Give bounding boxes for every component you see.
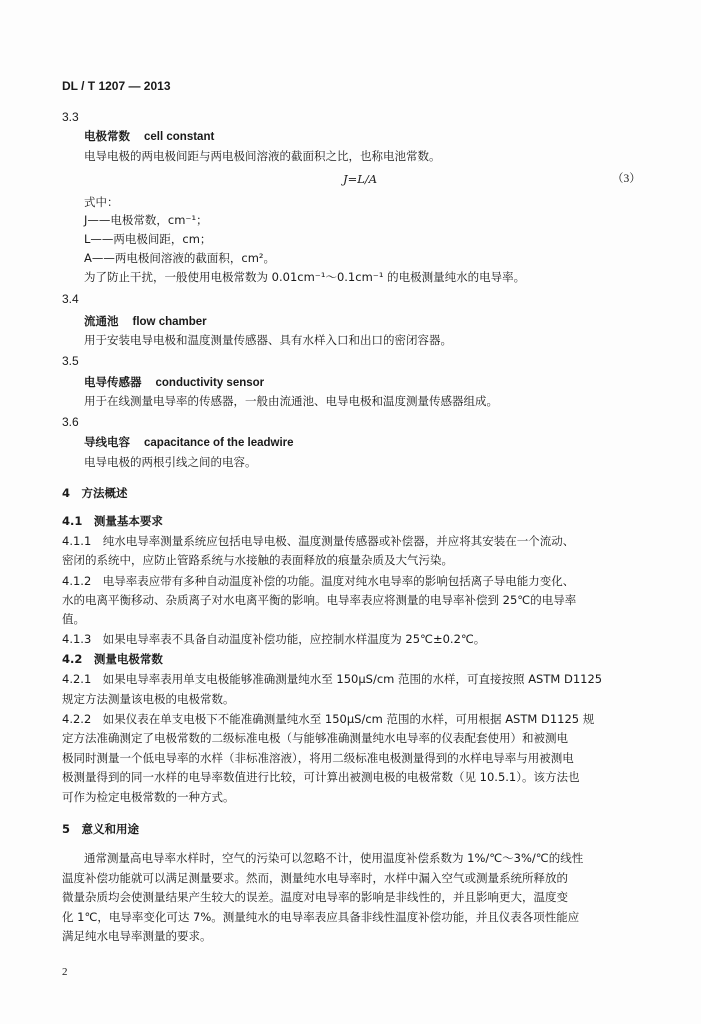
term-cn: 流通池 [84,314,119,328]
paragraph-4-1-1-line: 密闭的系统中，应防止管路系统与水接触的表面释放的痕量杂质及大气污染。 [62,553,453,567]
paragraph-4-2-1-line: 4.2.1 如果电导率表用单支电极能够准确测量纯水至 150μS/cm 范围的水样，可直接按照 ASTM D1125 [62,672,603,686]
paragraph-5-line: 微量杂质均会使测量结果产生较大的误差。温度对电导率的影响是非线性的，并且影响更大，温度变 [62,890,568,904]
section-number-3-5: 3.5 [62,354,79,368]
paragraph-4-2-2-line: 极测量得到的同一水样的电导率数值进行比较，可计算出被测电极的电极常数（见 10.5.1）。该方法也 [62,770,580,784]
paragraph-4-1-2-line: 4.1.2 电导率表应带有多种自动温度补偿的功能。温度对纯水电导率的影响包括离子导电能力变化、 [62,574,575,588]
term-definition-3-5: 用于在线测量电导率的传感器，一般由流通池、电导电极和温度测量传感器组成。 [84,394,498,408]
paragraph-4-2-2-line: 定方法准确测定了电极常数的二级标准电极（与能够准确测量纯水电导率的仪表配套使用）和被测电 [62,731,568,745]
paragraph-5-line: 温度补偿功能就可以满足测量要求。然而，测量纯水电导率时，水样中漏入空气或测量系统所释放的 [62,871,568,885]
section-number-3-6: 3.6 [62,415,79,429]
paragraph-4-1-1-line: 4.1.1 纯水电导率测量系统应包括电导电极、温度测量传感器或补偿器，并应将其安装在一个流动、 [62,534,575,548]
equation: J=L/A [343,172,378,186]
variable-j-definition: J——电极常数，cm⁻¹； [84,213,208,227]
term-en: cell constant [144,131,215,143]
term-title-3-5 [84,376,264,390]
term-title-3-4 [84,315,207,329]
paragraph-4-2-1-line: 规定方法测量该电极的电极常数。 [62,692,235,706]
paragraph-5-line: 满足纯水电导率测量的要求。 [62,929,212,943]
term-en: capacitance of the leadwire [144,437,294,449]
variable-a-definition: A——两电极间溶液的截面积，cm²。 [84,251,276,265]
page-number: 2 [62,966,68,978]
term-cn: 导线电容 [84,435,130,449]
paragraph-5-line: 化 1℃，电导率变化可达 7%。测量纯水的电导率表应具备非线性温度补偿功能，并且仪表各项性能应 [62,910,580,924]
term-en: flow chamber [132,316,207,328]
paragraph-4-2-2-line: 4.2.2 如果仪表在单支电极下不能准确测量纯水至 150μS/cm 范围的水样，可用根据 ASTM D1125 规 [62,712,595,726]
paragraph-4-1-2-line: 值。 [62,612,85,626]
document-id-header: DL / T 1207 — 2013 [62,79,171,93]
section-number-3-4: 3.4 [62,292,79,306]
term-definition-3-6: 电导电极的两根引线之间的电容。 [84,455,257,469]
paragraph-4-2-2-line: 可作为检定电极常数的一种方式。 [62,790,235,804]
term-title-3-3 [84,130,214,144]
paragraph-4-2-2-line: 极同时测量一个低电导率的水样（非标准溶液），将用二级标准电极测量得到的水样电导率与用被测电 [62,751,574,765]
paragraph-4-1-2-line: 水的电离平衡移动、杂质离子对水电离平衡的影响。电导率表应将测量的电导率补偿到 25℃的电导率 [62,593,577,607]
section-heading-4-1: 4.1 测量基本要求 [62,514,163,528]
cell-constant-note: 为了防止干扰，一般使用电极常数为 0.01cm⁻¹～0.1cm⁻¹ 的电极测量纯水的电导率。 [84,270,526,284]
paragraph-4-1-3: 4.1.3 如果电导率表不具备自动温度补偿功能，应控制水样温度为 25℃±0.2℃。 [62,632,486,646]
section-heading-4-2: 4.2 测量电极常数 [62,652,163,666]
where-label: 式中： [84,195,119,209]
equation-number: （3） [612,173,641,185]
term-en: conductivity sensor [155,377,265,389]
term-title-3-6 [84,436,294,450]
section-heading-4: 4 方法概述 [62,486,128,500]
section-heading-5: 5 意义和用途 [62,822,140,836]
term-cn: 电极常数 [84,129,130,143]
term-cn: 电导传感器 [84,375,142,389]
section-number-3-3: 3.3 [62,110,79,124]
term-definition-3-4: 用于安装电导电极和温度测量传感器、具有水样入口和出口的密闭容器。 [84,333,452,347]
variable-l-definition: L——两电极间距，cm； [84,232,212,246]
paragraph-5-line: 通常测量高电导率水样时，空气的污染可以忽略不计，使用温度补偿系数为 1%/℃～3%/℃的线性 [84,851,584,865]
term-definition-3-3: 电导电极的两电极间距与两电极间溶液的截面积之比，也称电池常数。 [84,149,441,163]
